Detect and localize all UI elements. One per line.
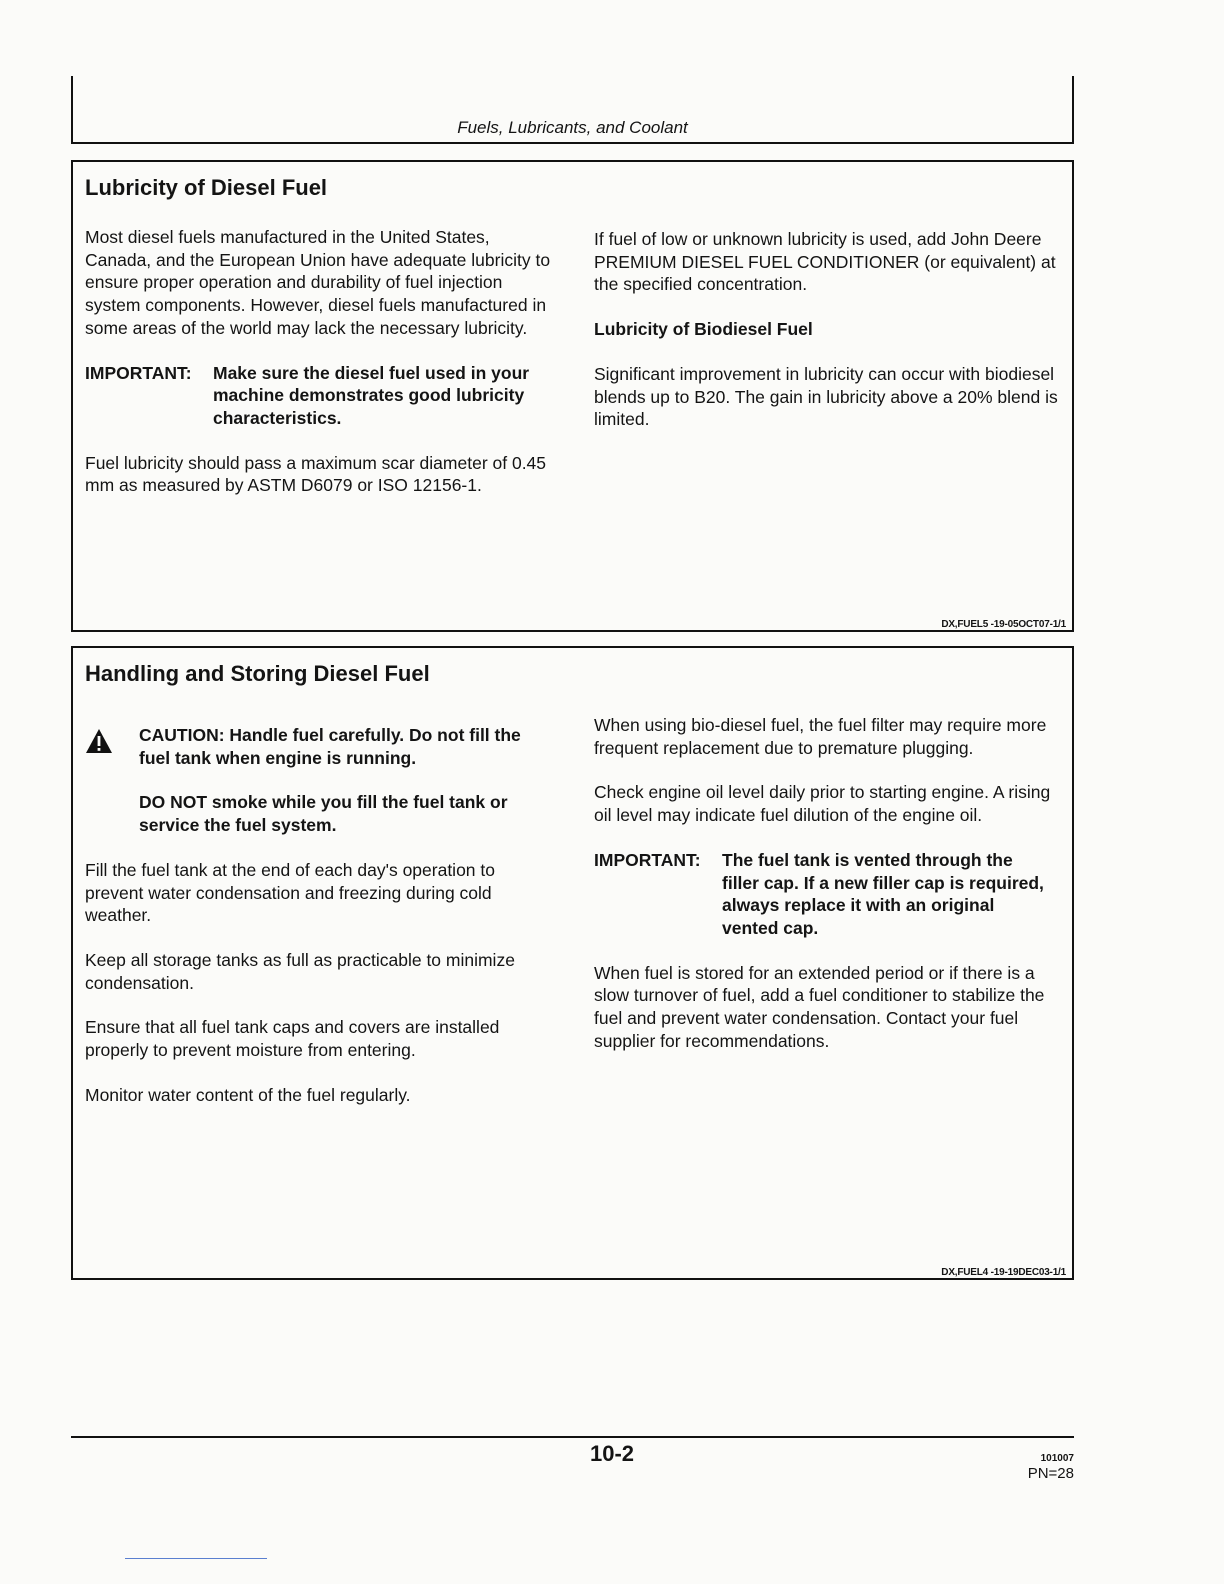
section-lubricity <box>71 160 1074 632</box>
paragraph: When using bio-diesel fuel, the fuel filter may require more frequent replacement due to premature plugging. <box>594 715 1047 758</box>
paragraph: Ensure that all fuel tank caps and covers are installed properly to prevent moisture from entering. <box>85 1017 500 1061</box>
important-label: IMPORTANT: <box>594 849 701 870</box>
important-text: The fuel tank is vented through the filler cap. If a new filler cap is required, always replace it with an original vented cap. <box>722 849 1044 938</box>
reference-code: DX,FUEL5 -19-05OCT07-1/1 <box>941 619 1066 630</box>
section-title: Handling and Storing Diesel Fuel <box>85 661 430 686</box>
header-title: Fuels, Lubricants, and Coolant <box>457 118 688 137</box>
paragraph: Monitor water content of the fuel regularly. <box>85 1084 411 1105</box>
caution-text: DO NOT smoke while you fill the fuel tank or service the fuel system. <box>139 792 508 836</box>
paragraph: Fuel lubricity should pass a maximum scar diameter of 0.45 mm as measured by ASTM D6079 or ISO 12156-1. <box>85 452 547 496</box>
paragraph: Significant improvement in lubricity can occur with biodiesel blends up to B20. The gain in lubricity above a 20% blend is limited. <box>594 363 1058 430</box>
paragraph: Keep all storage tanks as full as practicable to minimize condensation. <box>85 949 515 993</box>
footer-divider <box>71 1436 1074 1438</box>
subheading: Lubricity of Biodiesel Fuel <box>594 319 813 340</box>
important-note <box>594 849 1064 940</box>
caution-text: CAUTION: Handle fuel carefully. Do not fill the fuel tank when engine is running. <box>139 725 521 768</box>
page-number: 10-2 <box>589 1441 635 1466</box>
paragraph: Most diesel fuels manufactured in the United States, Canada, and the European Union have adequate lubricity to ensure proper operation and durability of fuel injection system components. However, diesel fuels manufactured in some areas of the world may lack the necessary lubricity. <box>85 227 551 338</box>
warning-triangle-icon <box>85 724 139 837</box>
document-code: 101007 <box>1040 1453 1074 1464</box>
reference-code: DX,FUEL4 -19-19DEC03-1/1 <box>941 1267 1066 1278</box>
important-note <box>85 362 553 430</box>
important-text: Make sure the diesel fuel used in your machine demonstrates good lubricity characteristics. <box>213 362 530 428</box>
paragraph: Check engine oil level daily prior to starting engine. A rising oil level may indicate fuel dilution of the engine oil. <box>594 782 1051 826</box>
paragraph: Fill the fuel tank at the end of each day's operation to prevent water condensation and freezing during cold weather. <box>85 859 495 926</box>
left-column <box>85 724 555 1128</box>
page-header <box>71 76 1074 144</box>
section-handling <box>71 646 1074 1280</box>
pn-label: PN=28 <box>1027 1465 1074 1482</box>
section-title: Lubricity of Diesel Fuel <box>85 175 328 200</box>
link-underline <box>125 1558 267 1559</box>
caution-block <box>85 724 555 837</box>
left-column <box>85 226 553 519</box>
paragraph: When fuel is stored for an extended period or if there is a slow turnover of fuel, add a fuel conditioner to stabilize the fuel and prevent water condensation. Contact your fuel supplier for recommendations. <box>594 962 1045 1051</box>
paragraph: If fuel of low or unknown lubricity is used, add John Deere PREMIUM DIESEL FUEL CONDITIONER (or equivalent) at the specified concentration. <box>594 229 1056 295</box>
right-column <box>594 228 1064 453</box>
important-label: IMPORTANT: <box>85 362 192 383</box>
right-column <box>594 714 1064 1074</box>
